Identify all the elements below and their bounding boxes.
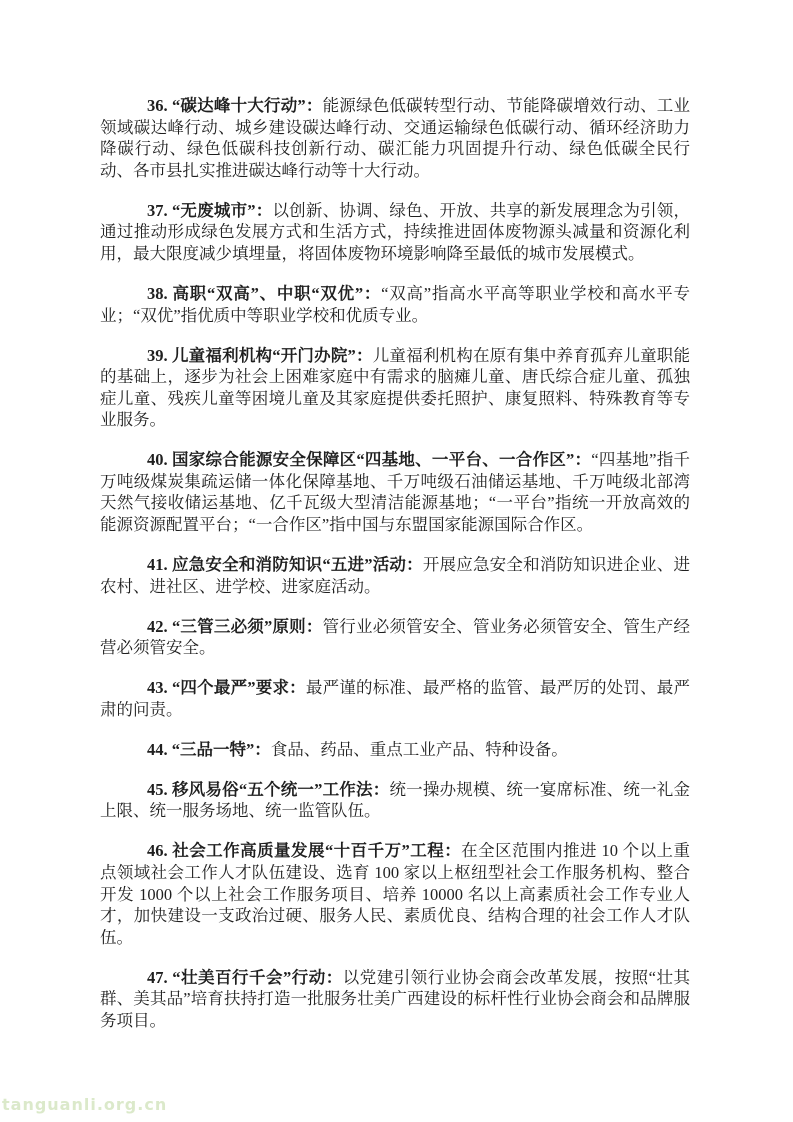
item-40-term: 40. 国家综合能源安全保障区“四基地、一平台、一合作区”： bbox=[147, 450, 592, 470]
item-36-term: 36. “碳达峰十大行动”： bbox=[147, 96, 323, 115]
glossary-item-42 bbox=[100, 616, 690, 659]
item-43-term: 43. “四个最严”要求： bbox=[147, 678, 306, 698]
item-41-body: 开展应急安全和消防知识进企业、进农村、进社区、进学校、进家庭活动。 bbox=[100, 555, 691, 596]
glossary-item-45 bbox=[100, 779, 690, 822]
item-38-body: “双高”指高水平高等职业学校和高水平专业；“双优”指优质中等职业学校和优质专业。 bbox=[100, 283, 690, 325]
item-47-term: 47. “壮美百行千会”行动： bbox=[147, 967, 343, 987]
item-39-term: 39. 儿童福利机构“开门办院”： bbox=[147, 345, 373, 365]
watermark-site-url: tanguanli.org.cn bbox=[2, 1095, 168, 1114]
glossary-item-38 bbox=[100, 283, 690, 326]
item-40-body: “四基地”指千万吨级煤炭集疏运储一体化保障基地、千万吨级石油储运基地、千万吨级北部湾天然气接收储运基地、亿千瓦级大型清洁能源基地；“一平台”指统一开放高效的能源资源配置平台；“一合作区”指中国与东盟国家能源国际合作区。 bbox=[100, 450, 691, 535]
glossary-item-41 bbox=[100, 554, 690, 597]
glossary-item-40 bbox=[100, 449, 690, 535]
item-37-body: 以创新、协调、绿色、开放、共享的新发展理念为引领，通过推动形成绿色发展方式和生活方式，持续推进固体废物源头减量和资源化利用，最大限度减少填埋量，将固体废物环境影响降至最低的城市发展模式。 bbox=[100, 200, 691, 263]
glossary-item-43 bbox=[100, 677, 690, 720]
item-46-body: 在全区范围内推进 10 个以上重点领域社会工作人才队伍建设、选育 100 家以上枢纽型社会工作服务机构、整合开发 1000 个以上社会工作服务项目、培养 10000 名以上高素质社会工作专业人才，加快建设一支政治过硬、服务人民、素质优良、结构合理的社会工作人才队伍。 bbox=[100, 841, 691, 947]
item-39-body: 儿童福利机构在原有集中养育孤弃儿童职能的基础上，逐步为社会上困难家庭中有需求的脑瘫儿童、唐氏综合症儿童、孤独症儿童、残疾儿童等困境儿童及其家庭提供委托照护、康复照料、特殊教育等专业服务。 bbox=[100, 345, 691, 430]
item-46-term: 46. 社会工作高质量发展“十百千万”工程： bbox=[147, 841, 462, 861]
glossary-item-47 bbox=[100, 967, 690, 1032]
item-37-term: 37. “无废城市”： bbox=[147, 200, 273, 220]
item-44-body: 食品、药品、重点工业产品、特种设备。 bbox=[270, 739, 568, 759]
document-page bbox=[100, 95, 690, 1050]
item-36-body: 能源绿色低碳转型行动、节能降碳增效行动、工业领域碳达峰行动、城乡建设碳达峰行动、交通运输绿色低碳行动、循环经济助力降碳行动、绿色低碳科技创新行动、碳汇能力巩固提升行动、绿色低碳全民行动、各市县扎实推进碳达峰行动等十大行动。 bbox=[100, 96, 691, 180]
glossary-item-36 bbox=[100, 95, 690, 181]
item-38-term: 38. 高职“双高”、中职“双优”： bbox=[147, 283, 382, 303]
item-42-body: 管行业必须管安全、管业务必须管安全、管生产经营必须管安全。 bbox=[100, 616, 691, 658]
glossary-item-44 bbox=[100, 739, 690, 761]
item-45-body: 统一操办规模、统一宴席标准、统一礼金上限、统一服务场地、统一监管队伍。 bbox=[100, 779, 691, 821]
item-47-body: 以党建引领行业协会商会改革发展，按照“壮其群、美其品”培育扶持打造一批服务壮美广西建设的标杆性行业协会商会和品牌服务项目。 bbox=[100, 967, 690, 1030]
item-42-term: 42. “三管三必须”原则： bbox=[147, 616, 323, 636]
glossary-item-46 bbox=[100, 840, 690, 948]
glossary-item-39 bbox=[100, 345, 690, 431]
item-45-term: 45. 移风易俗“五个统一”工作法： bbox=[147, 779, 390, 799]
item-44-term: 44. “三品一特”： bbox=[147, 739, 271, 759]
item-41-term: 41. 应急安全和消防知识“五进”活动： bbox=[147, 555, 423, 575]
glossary-item-37 bbox=[100, 200, 690, 265]
item-43-body: 最严谨的标准、最严格的监管、最严厉的处罚、最严肃的问责。 bbox=[100, 678, 691, 719]
